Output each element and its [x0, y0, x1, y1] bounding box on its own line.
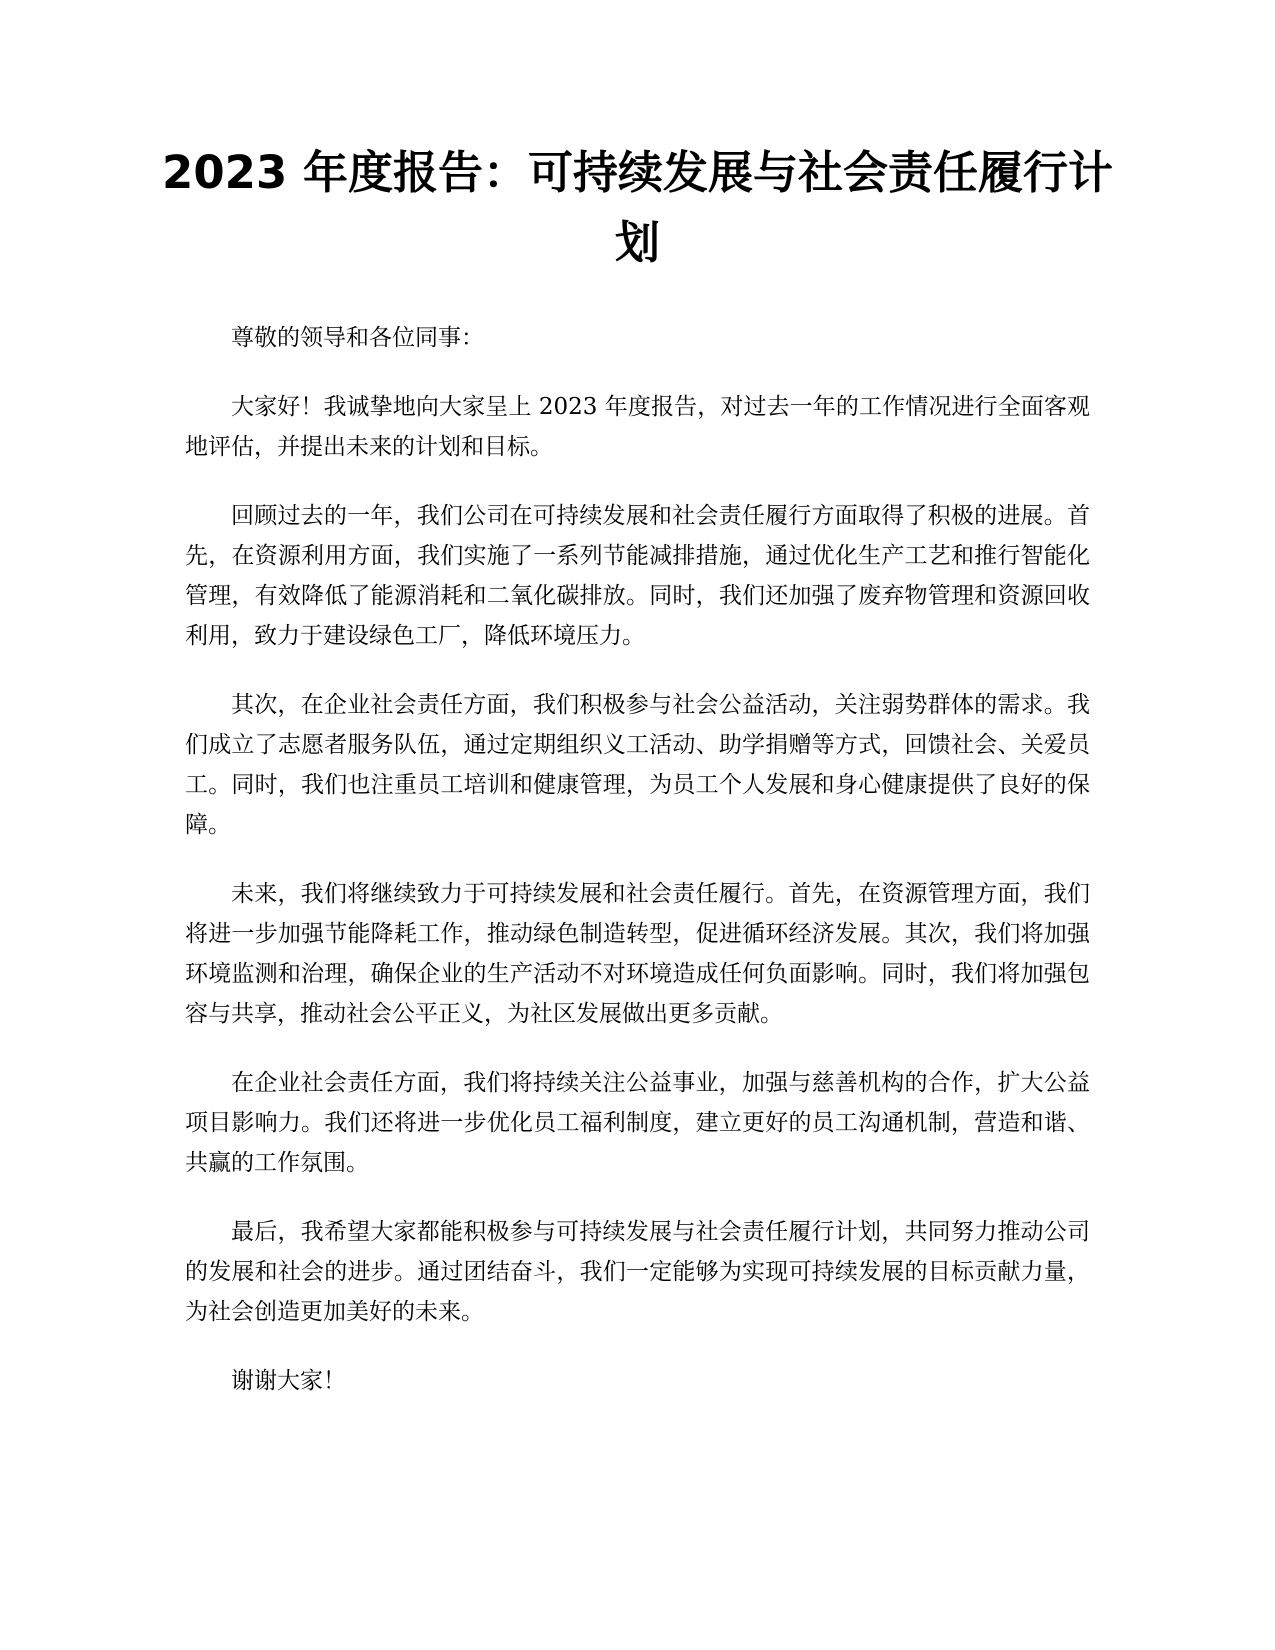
- paragraph-review: 回顾过去的一年，我们公司在可持续发展和社会责任履行方面取得了积极的进展。首先，在资源利用方面，我们实施了一系列节能减排措施，通过优化生产工艺和推行智能化管理，有效降低了能源消耗和二氧化碳排放。同时，我们还加强了废弃物管理和资源回收利用，致力于建设绿色工厂，降低环境压力。: [185, 503, 1090, 649]
- salutation: 尊敬的领导和各位同事：: [231, 325, 484, 351]
- document-body: [185, 318, 1090, 1430]
- document-title: 2023 年度报告：可持续发展与社会责任履行计划: [162, 146, 1113, 269]
- paragraph-csr-review: 其次，在企业社会责任方面，我们积极参与社会公益活动，关注弱势群体的需求。我们成立了志愿者服务队伍，通过定期组织义工活动、助学捐赠等方式，回馈社会、关爱员工。同时，我们也注重员工培训和健康管理，为员工个人发展和身心健康提供了良好的保障。: [185, 692, 1090, 838]
- paragraph-csr-plan: 在企业社会责任方面，我们将持续关注公益事业，加强与慈善机构的合作，扩大公益项目影响力。我们还将进一步优化员工福利制度，建立更好的员工沟通机制，营造和谐、共赢的工作氛围。: [185, 1070, 1090, 1176]
- paragraph-intro: 大家好！我诚挚地向大家呈上 2023 年度报告，对过去一年的工作情况进行全面客观地评估，并提出未来的计划和目标。: [185, 394, 1090, 460]
- paragraph-future-plan: 未来，我们将继续致力于可持续发展和社会责任履行。首先，在资源管理方面，我们将进一步加强节能降耗工作，推动绿色制造转型，促进循环经济发展。其次，我们将加强环境监测和治理，确保企业的生产活动不对环境造成任何负面影响。同时，我们将加强包容与共享，推动社会公平正义，为社区发展做出更多贡献。: [185, 881, 1090, 1027]
- paragraph-conclusion: 最后，我希望大家都能积极参与可持续发展与社会责任履行计划，共同努力推动公司的发展和社会的进步。通过团结奋斗，我们一定能够为实现可持续发展的目标贡献力量，为社会创造更加美好的未来。: [185, 1219, 1090, 1325]
- closing: 谢谢大家！: [231, 1368, 346, 1394]
